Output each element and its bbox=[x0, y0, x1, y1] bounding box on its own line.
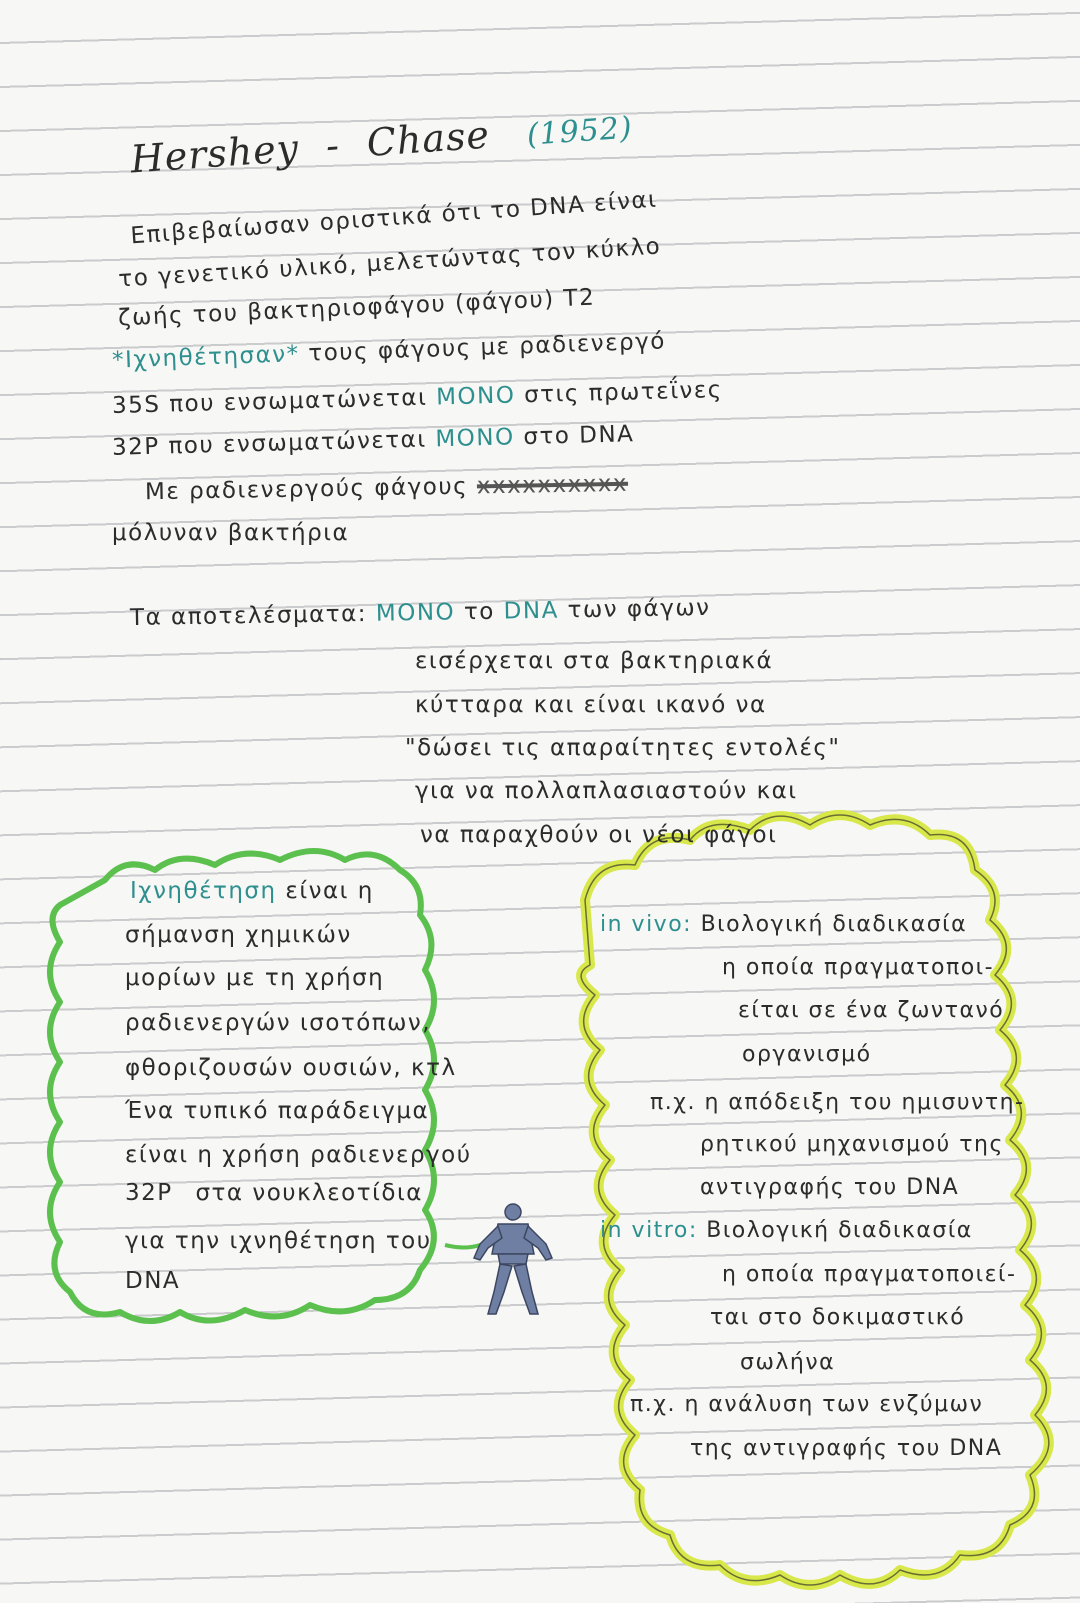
green-line-1-rest: είναι η bbox=[285, 878, 374, 904]
invitro-4: σωλήνα bbox=[740, 1350, 836, 1375]
intro-line-2: το γενετικό υλικό, μελετώντας τον κύκλο bbox=[117, 233, 662, 293]
green-line-8 bbox=[125, 1180, 423, 1206]
results-rest1: των φάγων bbox=[567, 594, 711, 624]
green-line-6: Ένα τυπικό παράδειγμα bbox=[125, 1098, 430, 1124]
green-line-1 bbox=[130, 878, 374, 904]
yellow-invitro-line bbox=[600, 1218, 973, 1243]
intro-line-5-isotope: 35S bbox=[111, 391, 161, 419]
intro-line-5-mono: ΜΟΝΟ bbox=[435, 382, 516, 411]
intro-line-5-a: που ενσωματώνεται bbox=[168, 384, 428, 418]
results-line-6: να παραχθούν οι νέοι φάγοι bbox=[420, 822, 778, 848]
px2-label: π.χ. bbox=[630, 1392, 676, 1417]
px2-1: η ανάλυση των ενζύμων bbox=[684, 1392, 984, 1417]
green-term: Ιχνηθέτηση bbox=[130, 878, 277, 904]
title-name-left: Hershey bbox=[129, 125, 301, 182]
results-line-3: κύτταρα και είναι ικανό να bbox=[415, 692, 767, 718]
title-name-right: Chase bbox=[365, 112, 492, 165]
invitro-2: η οποία πραγματοποιεί- bbox=[722, 1262, 1017, 1287]
px1-2: ρητικού μηχανισμού της bbox=[700, 1132, 1004, 1157]
green-line-4: ραδιενεργών ισοτόπων, bbox=[125, 1010, 432, 1036]
title-dash: - bbox=[324, 122, 342, 168]
intro-line-7-text: Με ραδιενεργούς φάγους bbox=[144, 473, 469, 506]
intro-line-6-mono: ΜΟΝΟ bbox=[435, 424, 515, 453]
title-year: (1952) bbox=[525, 110, 634, 153]
invivo-4: οργανισμό bbox=[742, 1042, 872, 1067]
intro-line-5-b: στις πρωτεΐνες bbox=[523, 377, 724, 409]
green-line-2: σήμανση χημικών bbox=[125, 922, 352, 948]
invitro-3: ται στο δοκιμαστικό bbox=[710, 1305, 966, 1330]
intro-line-6-b: στο DNA bbox=[523, 421, 635, 451]
results-dna: DNA bbox=[503, 597, 560, 625]
px1-3: αντιγραφής του DNA bbox=[700, 1175, 960, 1200]
results-line-5: για να πολλαπλασιαστούν και bbox=[415, 778, 798, 804]
intro-line-4-rest: τους φάγους με ραδιενεργό bbox=[307, 328, 667, 367]
invitro-1: Βιολογική διαδικασία bbox=[706, 1218, 973, 1243]
green-line-7: είναι η χρήση ραδιενεργού bbox=[125, 1142, 472, 1168]
invivo-label: in vivo: bbox=[600, 912, 693, 937]
results-to: το bbox=[463, 598, 496, 626]
intro-line-8: μόλυναν βακτήρια bbox=[112, 520, 350, 546]
invitro-label: in vitro: bbox=[600, 1218, 698, 1243]
invivo-1: Βιολογική διαδικασία bbox=[700, 912, 968, 937]
px1-1: η απόδειξη του ημισυντη- bbox=[704, 1090, 1025, 1115]
intro-line-6-isotope: 32P bbox=[111, 433, 161, 461]
green-line-9: για την ιχνηθέτηση του bbox=[125, 1228, 432, 1254]
green-line-5: φθοριζουσών ουσιών, κτλ bbox=[125, 1055, 457, 1081]
intro-line-3: ζωής του βακτηριοφάγου (φάγου) Τ2 bbox=[117, 284, 596, 332]
results-line-4: "δώσει τις απαραίτητες εντολές" bbox=[405, 735, 841, 761]
green-line-8-isotope: 32P bbox=[125, 1180, 173, 1206]
green-line-8-text: στα νουκλεοτίδια bbox=[195, 1180, 423, 1206]
robot-sticker-icon bbox=[468, 1198, 558, 1318]
px1-label: π.χ. bbox=[650, 1090, 696, 1115]
invivo-2: η οποία πραγματοποι- bbox=[722, 955, 995, 980]
intro-line-4-term: *Ιχνηθέτησαν* bbox=[111, 341, 301, 374]
intro-line-6-a: που ενσωματώνεται bbox=[168, 426, 427, 460]
green-line-10: DNA bbox=[125, 1268, 181, 1294]
results-mono: ΜΟΝΟ bbox=[375, 599, 456, 627]
px2-line-1 bbox=[630, 1392, 983, 1417]
green-line-3: μορίων με τη χρήση bbox=[125, 965, 385, 991]
intro-line-1: Επιβεβαίωσαν οριστικά ότι το DNA είναι bbox=[129, 186, 659, 250]
yellow-invivo-line bbox=[600, 912, 967, 937]
results-line-2: εισέρχεται στα βακτηριακά bbox=[415, 648, 774, 674]
px1-line-1 bbox=[650, 1090, 1025, 1115]
invivo-3: είται σε ένα ζωντανό bbox=[738, 998, 1005, 1023]
intro-line-7-struck: xxxxxxxxxx bbox=[476, 470, 629, 500]
results-label: Τα αποτελέσματα: bbox=[129, 600, 368, 632]
px2-2: της αντιγραφής του DNA bbox=[690, 1436, 1003, 1461]
